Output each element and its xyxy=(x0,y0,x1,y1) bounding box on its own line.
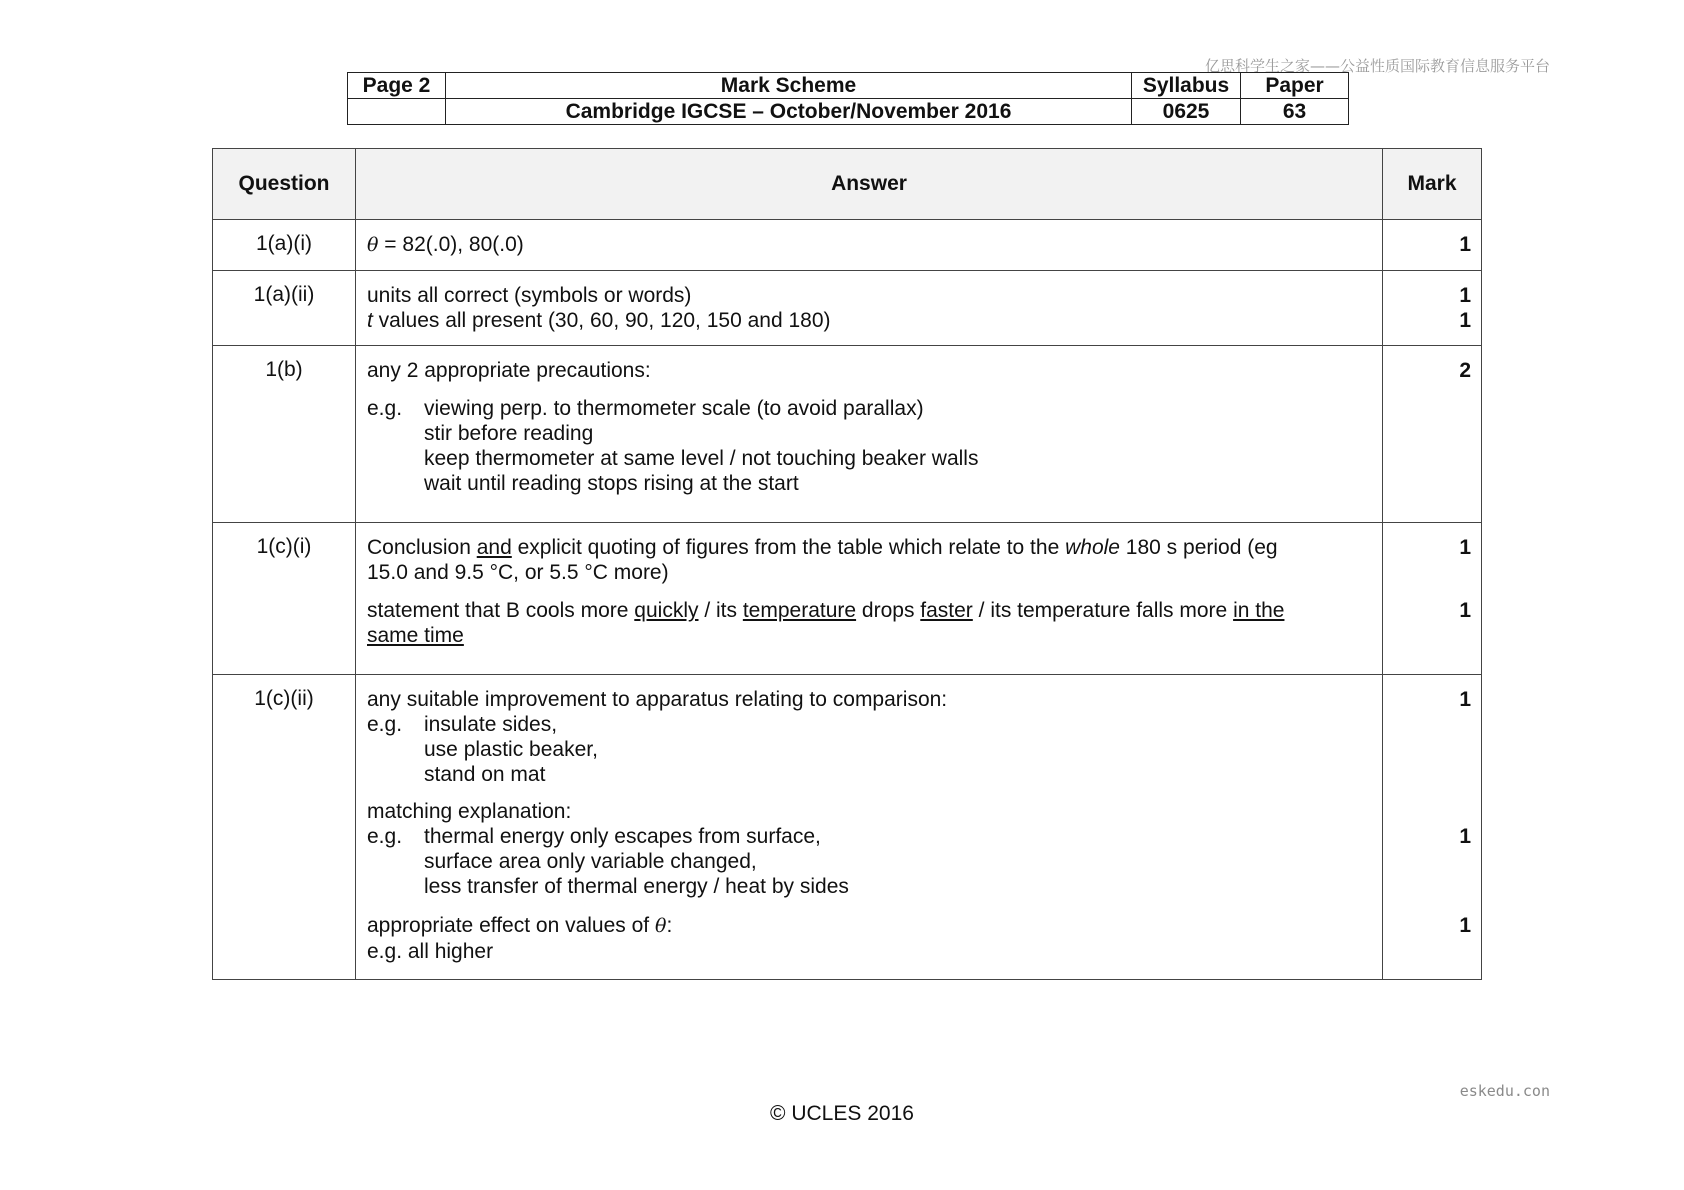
question-number: 1(c)(ii) xyxy=(213,675,356,980)
answer-cell xyxy=(356,675,1383,980)
question-column-header: Question xyxy=(213,149,356,220)
answer-line: e.g. thermal energy only escapes from surface, xyxy=(367,825,821,848)
mark-column-header: Mark xyxy=(1383,149,1482,220)
syllabus-value: 0625 xyxy=(1132,99,1241,125)
mark-cell xyxy=(1383,675,1482,980)
mark-value: 1 xyxy=(1459,233,1471,256)
paper-value: 63 xyxy=(1241,99,1349,125)
table-header-row xyxy=(213,149,1482,220)
answer-line: matching explanation: xyxy=(367,800,572,823)
answer-line: any suitable improvement to apparatus relating to comparison: xyxy=(367,688,948,711)
question-number: 1(a)(i) xyxy=(213,220,356,271)
table-row xyxy=(213,675,1482,980)
answer-line: statement that B cools more quickly / its temperature drops faster / its temperature falls more in the xyxy=(367,599,1285,622)
table-row xyxy=(213,346,1482,523)
answer-line: wait until reading stops rising at the start xyxy=(424,472,799,495)
mark-cell xyxy=(1383,271,1482,346)
mark-cell xyxy=(1383,523,1482,675)
answer-line: keep thermometer at same level / not touching beaker walls xyxy=(424,447,979,470)
mark-value: 1 xyxy=(1459,914,1471,937)
answer-line: t values all present (30, 60, 90, 120, 150 and 180) xyxy=(367,309,831,332)
answer-line: less transfer of thermal energy / heat by sides xyxy=(424,875,849,898)
table-row xyxy=(213,271,1482,346)
mark-value: 1 xyxy=(1459,284,1471,307)
watermark-bottom: eskedu.con xyxy=(1459,1082,1550,1100)
watermark-top: 亿思科学生之家——公益性质国际教育信息服务平台 xyxy=(1204,57,1550,75)
answer-line: appropriate effect on values of θ: xyxy=(367,914,673,937)
page-empty-cell xyxy=(348,99,446,125)
table-row xyxy=(213,523,1482,675)
paper-label: Paper xyxy=(1241,73,1349,99)
doc-title: Mark Scheme xyxy=(446,73,1132,99)
answer-line: e.g. all higher xyxy=(367,940,494,963)
mark-value: 1 xyxy=(1459,825,1471,848)
answer-line: units all correct (symbols or words) xyxy=(367,284,692,307)
answer-cell xyxy=(356,271,1383,346)
copyright-footer: © UCLES 2016 xyxy=(770,1102,914,1125)
answer-line: any 2 appropriate precautions: xyxy=(367,359,651,382)
answer-line: e.g. insulate sides, xyxy=(367,713,558,736)
doc-subtitle: Cambridge IGCSE – October/November 2016 xyxy=(446,99,1132,125)
answer-line: surface area only variable changed, xyxy=(424,850,757,873)
question-number: 1(c)(i) xyxy=(213,523,356,675)
answer-line: stand on mat xyxy=(424,763,546,786)
mark-value: 1 xyxy=(1459,688,1471,711)
theta-symbol: θ xyxy=(367,234,379,256)
mark-value: 1 xyxy=(1459,599,1471,622)
answer-cell xyxy=(356,523,1383,675)
answer-line: Conclusion and explicit quoting of figures from the table which relate to the whole 180 s period (eg xyxy=(367,536,1278,559)
header-table xyxy=(347,72,1349,125)
answer-line: stir before reading xyxy=(424,422,594,445)
mark-value: 2 xyxy=(1459,359,1471,382)
syllabus-label: Syllabus xyxy=(1132,73,1241,99)
answer-column-header: Answer xyxy=(356,149,1383,220)
answer-line: same time xyxy=(367,624,464,647)
question-number: 1(a)(ii) xyxy=(213,271,356,346)
table-row xyxy=(213,220,1482,271)
mark-cell xyxy=(1383,346,1482,523)
mark-cell xyxy=(1383,220,1482,271)
mark-scheme-table xyxy=(212,148,1482,980)
answer-line: use plastic beaker, xyxy=(424,738,598,761)
answer-line: 15.0 and 9.5 °C, or 5.5 °C more) xyxy=(367,561,669,584)
theta-symbol: θ xyxy=(654,915,667,937)
mark-value: 1 xyxy=(1459,536,1471,559)
answer-cell xyxy=(356,346,1383,523)
answer-cell xyxy=(356,220,1383,271)
answer-line: e.g. viewing perp. to thermometer scale (to avoid parallax) xyxy=(367,397,924,420)
mark-value: 1 xyxy=(1459,309,1471,332)
answer-text: = 82(.0), 80(.0) xyxy=(378,233,524,256)
page-label: Page 2 xyxy=(348,73,446,99)
question-number: 1(b) xyxy=(213,346,356,523)
